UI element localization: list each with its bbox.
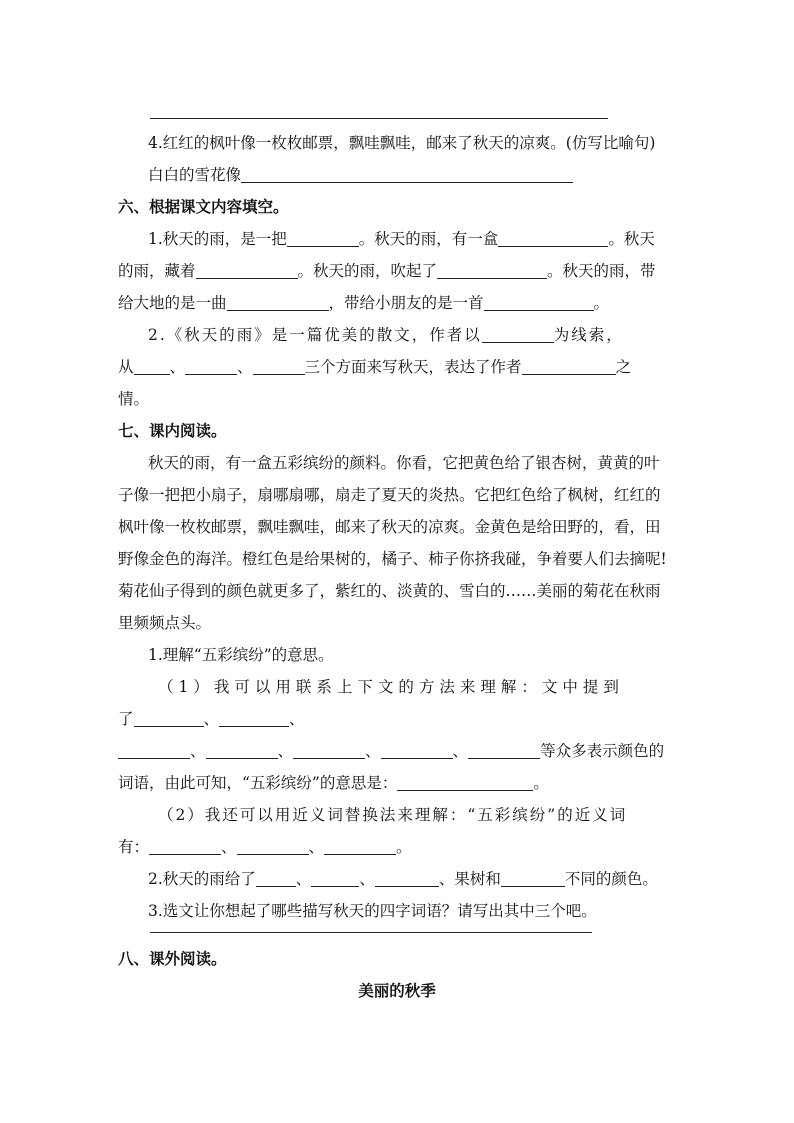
s6-q1-text: 。秋天的雨，带 [547,262,656,280]
s6-q2-text: 2.《秋天的雨》是一篇优美的散文，作者以 [148,326,482,344]
fill-blank[interactable] [219,711,289,727]
fill-blank[interactable] [522,359,616,375]
separator: 、 [359,870,375,888]
fill-blank[interactable] [484,295,594,311]
s7-q1-sub1-line4 [118,773,678,793]
separator: 、 [203,710,220,728]
fill-blank[interactable] [206,743,278,759]
s6-q2-line1 [148,325,678,345]
s6-q2-line3: 情。 [118,390,150,408]
s7-q1-sub1-line2 [118,709,678,729]
fill-blank[interactable] [482,327,554,343]
separator: 、 [365,742,381,760]
s7-text: 不同的颜色。 [564,870,658,888]
s6-q2-text: 三个方面来写秋天，表达了作者 [304,358,522,376]
s6-q2-text: 从 [118,358,134,376]
s6-q1-text: 。秋天的雨，吹起了 [297,262,438,280]
s6-q2-text: 为线索， [553,326,624,344]
s6-q2-text: 之 [615,358,632,376]
s7-text: 等众多表示颜色的 [540,742,665,760]
separator: 、 [169,358,186,376]
s7-q1-sub1: （1）我可以用联系上下文的方法来理解：文中提到 [158,678,624,696]
fill-blank[interactable] [397,775,533,791]
s7-text: 。 [396,838,412,856]
passage-line: 野像金色的海洋。橙红色是给果树的，橘子、柿子你挤我碰，争着要人们去摘呢! [118,550,667,568]
fill-blank[interactable] [134,711,204,727]
separator: 、 [452,742,469,760]
s7-text: 2.秋天的雨给了 [148,870,256,888]
passage-line: 枫叶像一枚枚邮票，飘哇飘哇，邮来了秋天的凉爽。金黄色是给田野的，看，田 [118,518,661,536]
passage-line: 子像一把把小扇子，扇哪扇哪，扇走了夏天的炎热。它把红色给了枫树，红红的 [118,486,661,504]
section7-heading: 七、课内阅读。 [118,422,227,440]
fill-blank[interactable] [256,871,296,887]
fill-blank[interactable] [437,263,547,279]
separator: 、 [237,358,253,376]
answer-line[interactable] [150,932,592,933]
q4-answer-line [148,165,678,185]
s6-q1-text: 。秋天 [608,230,655,248]
separator: 、 [277,742,294,760]
s7-q1-title: 1.理解“五彩缤纷”的意思。 [148,646,334,664]
passage-line: 里频频点头。 [118,614,212,632]
fill-blank[interactable] [227,295,329,311]
s7-q1-sub2: （2）我还可以用近义词替换法来理解：“五彩缤纷”的近义词 [158,806,628,824]
fill-blank[interactable] [134,359,170,375]
separator: 、 [190,742,206,760]
section6-heading: 六、根据课文内容填空。 [118,198,289,216]
s7-q1-sub1-line3 [118,741,678,761]
s6-q1-text: 给大地的是一曲 [118,294,227,312]
fill-blank[interactable] [375,871,439,887]
fill-blank[interactable] [149,839,221,855]
q4-answer-start: 白白的雪花像 [148,166,242,184]
answer-line[interactable] [150,118,608,119]
fill-blank[interactable] [324,839,396,855]
article-title: 美丽的秋季 [358,982,436,1000]
s6-q1-text: 。 [593,294,610,312]
s7-text: 。 [533,774,549,792]
fill-blank[interactable] [118,743,190,759]
separator: 、 [289,710,305,728]
passage-line: 菊花仙子得到的颜色就更多了，紫红的、淡黄的、雪白的……美丽的菊花在秋雨 [118,582,661,600]
s6-q1-text: 的雨，藏着 [118,262,196,280]
fill-blank[interactable] [311,871,359,887]
fill-blank[interactable] [498,231,608,247]
s7-text: 、果树和 [438,870,501,888]
s6-q1-line2 [118,261,678,281]
s7-text: 有： [118,838,150,856]
fill-blank[interactable] [185,359,237,375]
s7-text: 了 [118,710,134,728]
fill-blank[interactable] [287,231,359,247]
fill-blank[interactable] [293,743,365,759]
passage-line: 秋天的雨，有一盒五彩缤纷的颜料。你看，它把黄色给了银杏树，黄黄的叶 [148,454,660,472]
fill-blank[interactable] [237,839,309,855]
fill-blank[interactable] [196,263,298,279]
q4-answer-blank[interactable] [241,167,573,183]
s6-q2-line2 [118,357,678,377]
s7-q1-sub2-line2 [118,837,678,857]
s7-q3: 3.选文让你想起了哪些描写秋天的四字词语？请写出其中三个吧。 [148,902,597,920]
fill-blank[interactable] [381,743,453,759]
s7-q2 [148,869,678,889]
s6-q1-text: 1.秋天的雨，是一把 [148,230,287,248]
separator: 、 [295,870,312,888]
separator: 、 [308,838,325,856]
fill-blank[interactable] [468,743,540,759]
s6-q1-text: ，带给小朋友的是一首 [328,294,484,312]
fill-blank[interactable] [253,359,305,375]
section8-heading: 八、课外阅读。 [118,950,227,968]
q4-prompt: 4.红红的枫叶像一枚枚邮票，飘哇飘哇，邮来了秋天的凉爽。(仿写比喻句) [148,134,656,152]
fill-blank[interactable] [501,871,565,887]
s6-q1-line1 [148,229,678,249]
separator: 、 [221,838,237,856]
s7-text: 词语，由此可知，“五彩缤纷”的意思是： [118,774,398,792]
s6-q1-text: 。秋天的雨，有一盒 [358,230,499,248]
s6-q1-line3 [118,293,678,313]
